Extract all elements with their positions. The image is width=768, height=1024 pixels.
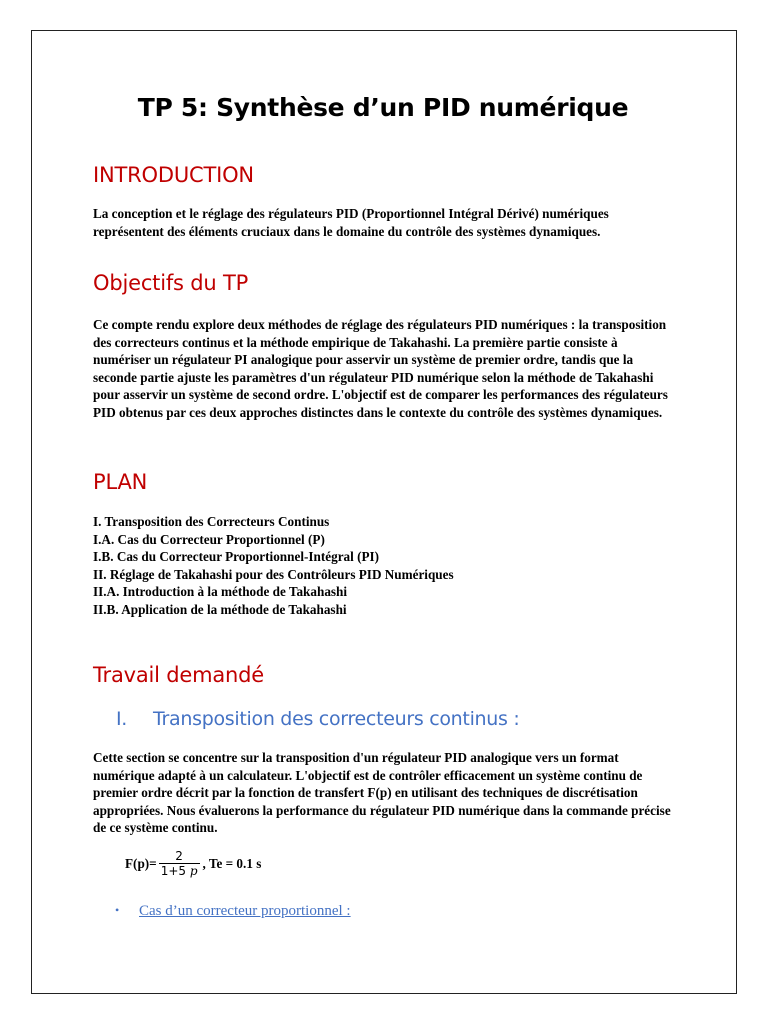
bullet-link[interactable]: Cas d’un correcteur proportionnel : bbox=[139, 903, 351, 919]
plan-list bbox=[93, 513, 454, 618]
objectifs-paragraph: Ce compte rendu explore deux méthodes de réglage des régulateurs PID numériques : la transposition des correcteurs continus et la méthode empirique de Takahashi. La première partie consiste à numériser un régulateur PI analogique pour asservir un système de premier ordre, tandis que la seconde partie ajuste les paramètres d'un régulateur PID numérique selon la méthode de Takahashi pour asservir un système de second ordre. L'objectif est de comparer les performances des régulateurs PID obtenus par ces deux approches distinctes dans le contexte du contrôle des systèmes dynamiques. bbox=[93, 317, 668, 420]
plan-item: II.B. Application de la méthode de Takahashi bbox=[93, 601, 347, 617]
plan-item: II.A. Introduction à la méthode de Takahashi bbox=[93, 584, 348, 599]
introduction-paragraph: La conception et le réglage des régulateurs PID (Proportionnel Intégral Dérivé) numériques représentent des éléments cruciaux dans le domaine du contrôle des systèmes dynamiques. bbox=[93, 206, 609, 239]
formula-fraction bbox=[159, 849, 200, 878]
formula-lhs: F(p)= bbox=[125, 855, 157, 871]
formula-rhs: , Te = 0.1 s bbox=[202, 855, 262, 871]
plan-item: II. Réglage de Takahashi pour des Contrôleurs PID Numériques bbox=[93, 566, 454, 582]
plan-heading: PLAN bbox=[93, 470, 148, 494]
denominator-prefix: 1+5 bbox=[160, 864, 187, 878]
plan-item: I.A. Cas du Correcteur Proportionnel (P) bbox=[93, 531, 325, 547]
page-title: TP 5: Synthèse d’un PID numérique bbox=[137, 93, 629, 122]
section-heading bbox=[116, 708, 519, 730]
plan-item: I. Transposition des Correcteurs Continus bbox=[93, 514, 330, 529]
bullet-item-proportionnel[interactable] bbox=[115, 903, 351, 920]
formula-denominator bbox=[159, 864, 200, 878]
plan-item: I.B. Cas du Correcteur Proportionnel-Intégral (PI) bbox=[93, 549, 380, 564]
section-number: I. bbox=[116, 708, 128, 730]
transfer-function-formula bbox=[125, 849, 261, 878]
travail-paragraph: Cette section se concentre sur la transposition d'un régulateur PID analogique vers un format numérique adapté à un calculateur. L'objectif est de contrôler efficacement un système continu de premier ordre décrit par la fonction de transfert F(p) en utilisant des techniques de discrétisation appropriées. Nous évaluerons la performance du régulateur PID numérique dans la commande précise de ce système continu. bbox=[93, 750, 671, 836]
travail-heading: Travail demandé bbox=[93, 663, 265, 687]
objectifs-heading: Objectifs du TP bbox=[93, 271, 249, 295]
introduction-heading: INTRODUCTION bbox=[93, 163, 254, 187]
formula-numerator: 2 bbox=[175, 849, 183, 863]
document-page bbox=[31, 30, 737, 994]
section-title: Transposition des correcteurs continus : bbox=[153, 708, 520, 730]
denominator-variable: p bbox=[189, 864, 198, 878]
bullet-icon: • bbox=[115, 903, 120, 917]
